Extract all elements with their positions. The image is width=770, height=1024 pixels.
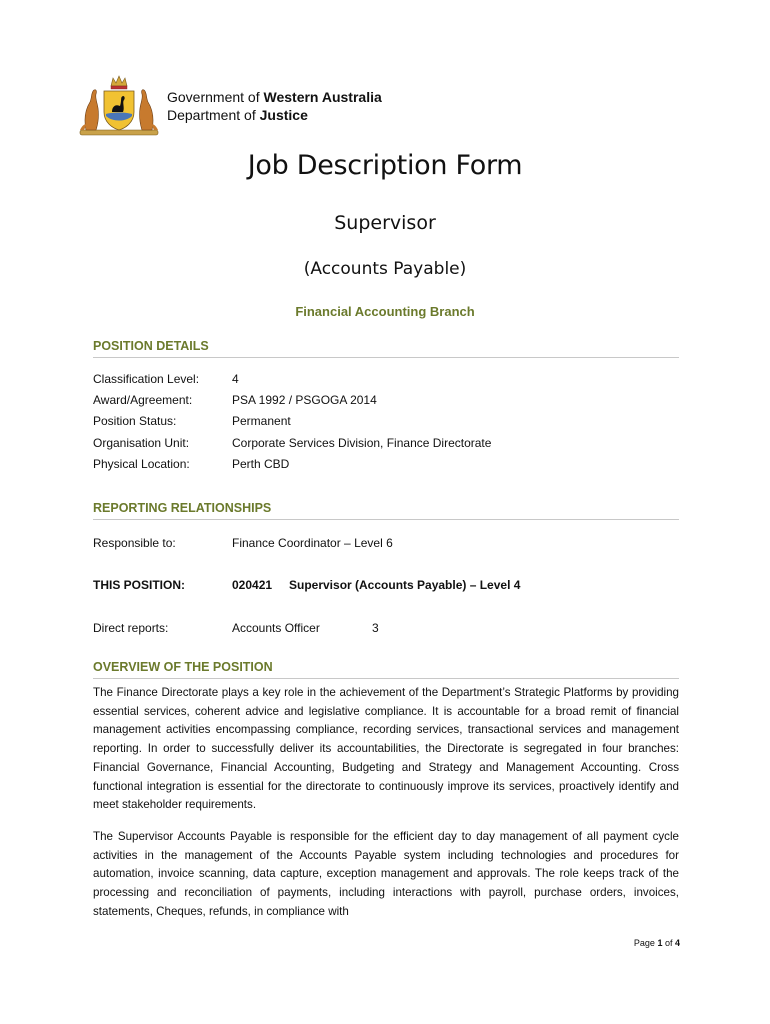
government-name: Western Australia (263, 89, 382, 105)
page-number: 1 (657, 938, 663, 948)
reporting-heading: REPORTING RELATIONSHIPS (93, 501, 679, 520)
document-title: Job Description Form (247, 150, 523, 181)
government-prefix: Government of (167, 89, 264, 105)
coat-of-arms-logo (76, 72, 162, 138)
direct-reports-role: Accounts Officer (232, 621, 320, 635)
detail-label: Physical Location: (93, 457, 190, 471)
of-word: of (662, 938, 675, 948)
responsible-value: Finance Coordinator – Level 6 (232, 536, 393, 550)
page-total: 4 (674, 938, 680, 948)
detail-label: Classification Level: (93, 372, 200, 386)
government-header (167, 88, 382, 124)
this-position-number: 020421 (232, 578, 273, 592)
page-word: Page (633, 938, 658, 948)
overview-paragraph: The Supervisor Accounts Payable is responsible for the efficient day to day management of all payment cycle activities in the management of the Accounts Payable system including technologies and procedures for automation, invoice scanning, data capture, exception management and approvals. The role keeps track of the processing and reconciliation of payments, including interactions with payroll, purchase orders, invoices, statements, Cheques, refunds, in compliance with (93, 830, 679, 918)
detail-value: PSA 1992 / PSGOGA 2014 (232, 393, 377, 407)
direct-reports-count: 3 (372, 621, 379, 635)
branch-name: Financial Accounting Branch (295, 304, 475, 319)
direct-reports-label: Direct reports: (93, 621, 169, 635)
government-line (167, 88, 382, 106)
detail-value: Corporate Services Division, Finance Directorate (232, 436, 492, 450)
this-position-label: THIS POSITION: (93, 578, 186, 592)
detail-label: Organisation Unit: (93, 436, 190, 450)
detail-value: Perth CBD (232, 457, 290, 471)
this-position-value: Supervisor (Accounts Payable) – Level 4 (289, 578, 521, 592)
overview-paragraph: The Finance Directorate plays a key role in the achievement of the Department’s Strategic Platforms by providing essential services, coherent advice and legislative compliance. It is accountable for a broad remit of financial management activities encompassing compliance, recording services, transactional services and management reporting. In order to successfully deliver its accountabilities, the Directorate is segregated in four branches: Financial Governance, Financial Accounting, Budgeting and Strategy and Management Accounting. Cross functional integration is essential for the directorate to continuously improve its services, proactively identify and meet stakeholder requirements. (93, 686, 679, 812)
detail-label: Award/Agreement: (93, 393, 193, 407)
responsible-label: Responsible to: (93, 536, 176, 550)
department-line (167, 106, 382, 124)
detail-value: Permanent (232, 414, 291, 428)
position-details-heading: POSITION DETAILS (93, 339, 679, 358)
detail-label: Position Status: (93, 414, 177, 428)
page-footer (620, 938, 680, 948)
overview-heading: OVERVIEW OF THE POSITION (93, 660, 679, 679)
position-title: Supervisor (334, 212, 436, 234)
detail-value: 4 (232, 372, 239, 386)
department-name: Justice (259, 107, 308, 123)
position-subtitle: (Accounts Payable) (303, 259, 467, 279)
department-prefix: Department of (167, 107, 260, 123)
